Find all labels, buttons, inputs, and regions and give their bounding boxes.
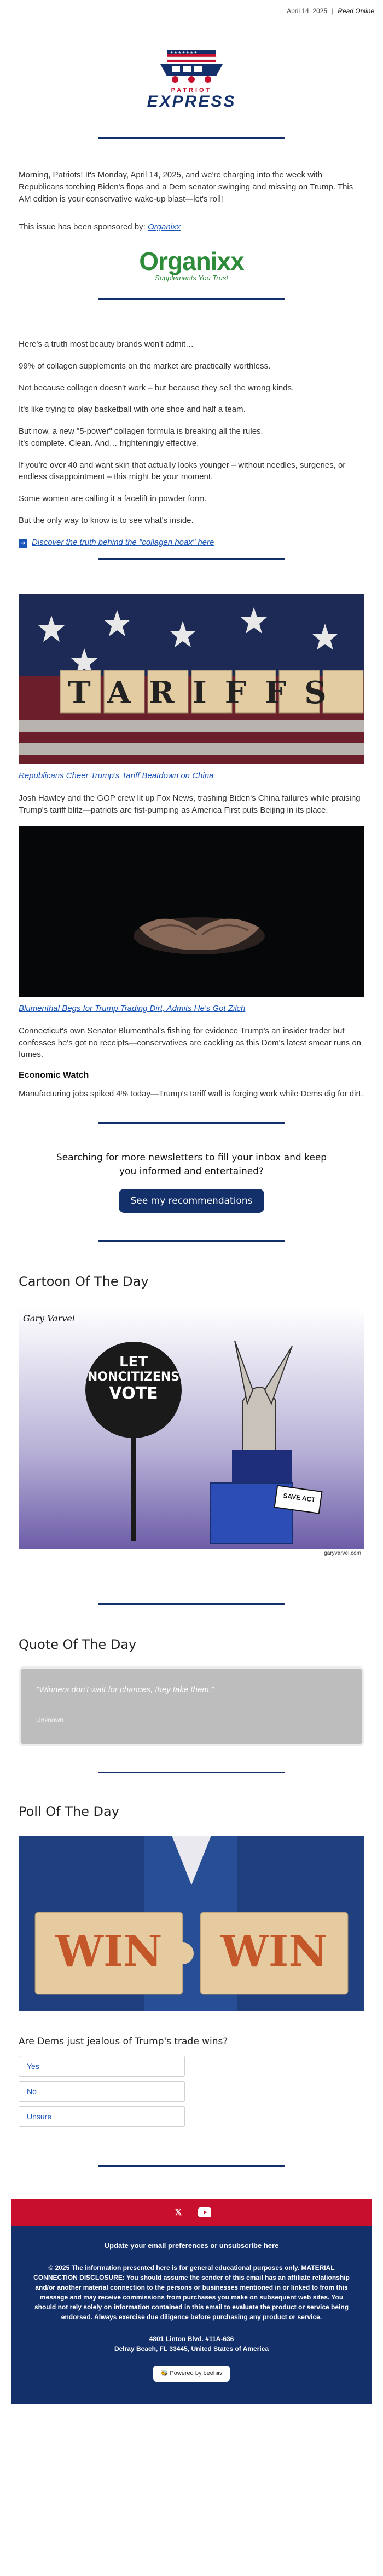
x-icon[interactable]: 𝕏	[175, 2207, 182, 2217]
ad-paragraph: Here's a truth most beauty brands won't admit…	[19, 340, 194, 349]
top-bar	[0, 0, 383, 22]
ad-paragraph: It's like trying to play basketball with one shoe and half a team.	[19, 405, 246, 415]
sponsor-logo-tagline: Supplements You Trust	[155, 274, 228, 282]
cartoon-sign-line3: VOTE	[109, 1383, 158, 1403]
poll-section	[0, 1773, 383, 2127]
sponsor-prefix: This issue has been sponsored by:	[19, 222, 148, 232]
hands-image	[19, 826, 364, 997]
see-recommendations-button[interactable]: See my recommendations	[119, 1189, 265, 1213]
story-headline-link[interactable]: Republicans Cheer Trump's Tariff Beatdown on China	[19, 771, 214, 781]
ad-paragraph: Not because collagen doesn't work – but because they sell the wrong kinds.	[19, 383, 294, 393]
sponsor-link[interactable]: Organixx	[147, 222, 181, 232]
svg-text:★ ★ ★ ★ ★ ★ ★: ★ ★ ★ ★ ★ ★ ★	[170, 51, 198, 55]
cartoon-sign-line2: NONCITIZENS	[87, 1370, 180, 1384]
win-win-image[interactable]	[19, 1836, 364, 2011]
logo-large-word: EXPRESS	[147, 93, 236, 111]
recommendations-section	[0, 1124, 383, 1240]
ad-cta-link[interactable]: Discover the truth behind the "collagen hoax" here	[32, 537, 214, 547]
ad-paragraph: If you're over 40 and want skin that actually looks younger – without needles, surgeries, or endless disappointment – this might be your moment.	[19, 460, 346, 482]
cartoon-credit: garyvarvel.com	[324, 1550, 361, 1556]
issue-date: April 14, 2025	[287, 7, 328, 15]
arrow-right-icon: ➜	[19, 539, 27, 548]
ad-paragraph: But now, a new "5-power" collagen formula is breaking all the rules.	[19, 427, 263, 436]
poll-image-word-left: WIN	[55, 1926, 163, 1976]
cartoon-signature: Gary Varvel	[23, 1313, 75, 1324]
empty-hands-image[interactable]	[19, 826, 364, 997]
poll-option-no[interactable]: No	[19, 2081, 185, 2102]
update-preferences-text: Update your email preferences or unsubscribe	[104, 2241, 264, 2250]
read-online-link[interactable]: Read Online	[338, 7, 374, 15]
story-headline-link[interactable]: Blumenthal Begs for Trump Trading Dirt, Admits He's Got Zilch	[19, 1003, 246, 1013]
separator: |	[332, 7, 334, 15]
organixx-logo[interactable]	[19, 246, 364, 282]
ad-paragraph: 99% of collagen supplements on the market are practically worthless.	[19, 361, 271, 371]
intro-greeting: Morning, Patriots! It's Monday, April 14, 2025, and we're charging into the week with Republicans torching Biden's flops and a Dem senator swinging and missing on Trump. This AM edition is your conservative wake-up blast—let's roll!	[19, 170, 353, 204]
story-headline	[19, 771, 364, 780]
poll-heading: Poll Of The Day	[19, 1803, 119, 1819]
intro-section	[0, 139, 383, 282]
patriot-express-logo[interactable]	[0, 22, 383, 137]
economic-watch-body: Manufacturing jobs spiked 4% today—Trump's tariff wall is forging work while Dems dig for dirt.	[19, 1089, 363, 1099]
divider	[98, 2165, 285, 2167]
cartoon-heading: Cartoon Of The Day	[19, 1273, 149, 1289]
story-tariffs	[0, 560, 383, 817]
update-preferences-line	[31, 2240, 352, 2251]
powered-by-beehiiv-badge[interactable]	[153, 2366, 230, 2382]
powered-by-text: Powered by beehiiv	[170, 2370, 223, 2377]
footer-content	[11, 2226, 372, 2404]
ad-paragraph: It's complete. Clean. And… frighteningly effective.	[19, 438, 199, 448]
cartoon-section	[0, 1242, 383, 1560]
social-bar	[11, 2199, 372, 2226]
story-body: Connecticut's own Senator Blumenthal's fishing for evidence Trump's an insider trader but confesses he's got no receipts—conservatives are cackling as this Dem's latest smear runs on fumes.	[19, 1026, 362, 1060]
tariffs-image-word: TARIFFS	[68, 675, 345, 711]
quote-text: "Winners don't wait for chances, they take them."	[36, 1684, 214, 1694]
quote-section	[0, 1605, 383, 1746]
ad-paragraph: Some women are calling it a facelift in powder form.	[19, 494, 207, 503]
puzzle-image	[19, 1836, 364, 2011]
story-blumenthal	[0, 826, 383, 1100]
quote-heading: Quote Of The Day	[19, 1636, 137, 1652]
sponsor-line	[19, 221, 364, 233]
cartoon-sign	[85, 1354, 182, 1403]
tariffs-image[interactable]	[19, 594, 364, 764]
ad-paragraph: But the only way to know is to see what's inside.	[19, 515, 194, 525]
ad-cta-line	[19, 537, 364, 549]
disclosure-text: © 2025 The information presented here is for general educational purposes only. MATERIAL CONNECTION DISCLOSURE: You should assume the sender of this email has an affiliate relationship and/or another material connection to the persons or businesses mentioned in or linked to from this message and may receive commissions from purchases you make on subsequent web sites. You should not rely solely on information contained in this email to evaluate the product or service being endorsed. Always exercise due diligence before purchasing any product or service.	[33, 2264, 350, 2321]
logo-small-word: PATRIOT	[171, 87, 212, 94]
sponsor-logo-name: Organixx	[139, 247, 244, 275]
poll-option-yes[interactable]: Yes	[19, 2056, 185, 2077]
train-icon	[156, 48, 227, 86]
cartoon-podium-text: SAVE ACT	[282, 1491, 316, 1504]
footer	[11, 2199, 372, 2404]
story-headline	[19, 1004, 364, 1013]
unsubscribe-link[interactable]: here	[263, 2241, 279, 2250]
cartoon-drawing	[19, 1308, 364, 1560]
story-body: Josh Hawley and the GOP crew lit up Fox News, trashing Biden's China failures while praising Trump's tariff blitz—patriots are fist-pumping as America First puts Beijing in its place.	[19, 794, 361, 815]
address-line-2: Delray Beach, FL 33445, United States of America	[114, 2345, 269, 2353]
recommendations-text: Searching for more newsletters to fill your inbox and keep you informed and entertained?	[56, 1152, 327, 1177]
poll-question: Are Dems just jealous of Trump's trade wins?	[19, 2036, 228, 2047]
ad-section	[0, 300, 383, 548]
poll-image-word-right: WIN	[220, 1926, 328, 1976]
beehiiv-icon: 🐝	[160, 2370, 170, 2377]
cartoon-sign-line1: LET	[119, 1353, 148, 1370]
cartoon-image[interactable]	[19, 1308, 364, 1560]
quote-author: Unknown	[36, 1716, 64, 1724]
youtube-icon[interactable]	[198, 2205, 212, 2220]
address-line-1: 4801 Linton Blvd. #11A-636	[149, 2335, 234, 2343]
quote-card	[19, 1666, 364, 1746]
economic-watch-heading: Economic Watch	[19, 1071, 89, 1080]
poll-option-unsure[interactable]: Unsure	[19, 2106, 185, 2127]
